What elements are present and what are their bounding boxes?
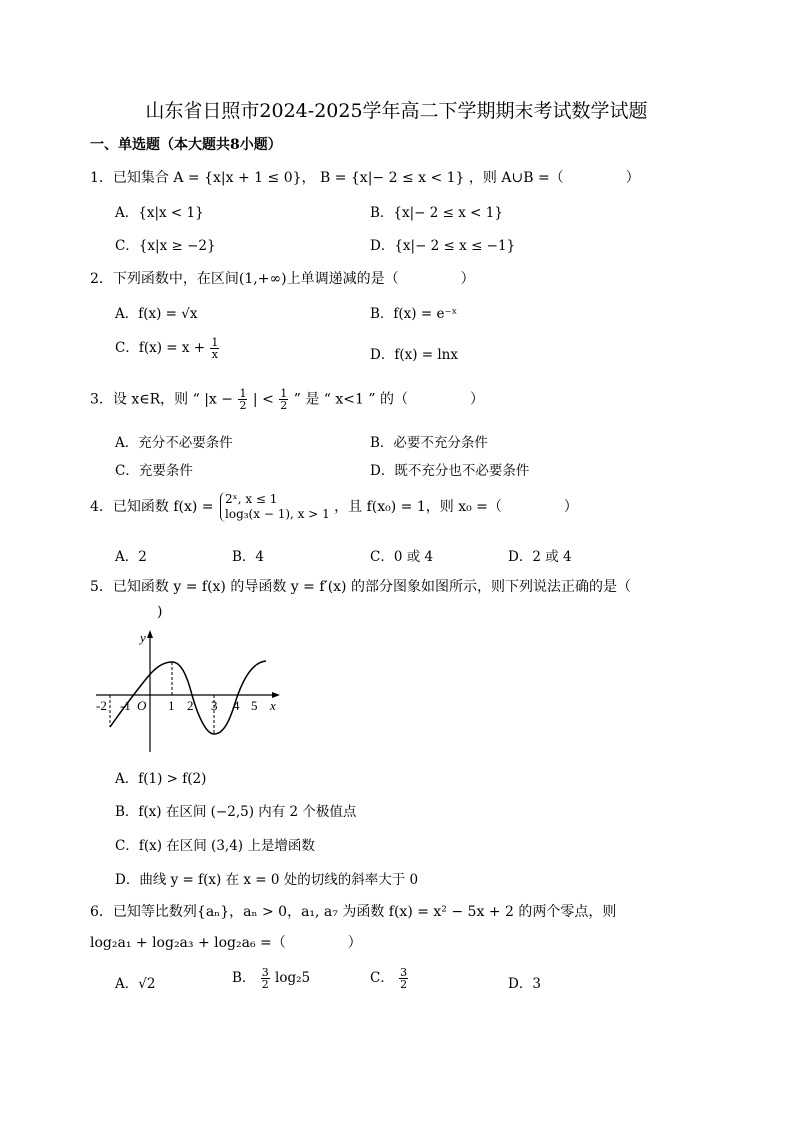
piecewise-cases: 2ˣ, x ≤ 1 log₃(x − 1), x > 1 bbox=[220, 492, 330, 522]
question-3: 3．设 x∈R，则 “ |x − $\frac{1}{2}$ | < $\frac{1}{2}$ ” 是 “ x<1 ” 的（ ） bbox=[90, 387, 484, 412]
fraction-three-halves: $\frac{3}{2}$ bbox=[261, 966, 269, 991]
q2-option-d[interactable]: D．f(x) = lnx bbox=[370, 347, 458, 363]
derivative-graph bbox=[90, 628, 290, 758]
q1-option-c[interactable]: C．{x|x ≥ −2} bbox=[115, 238, 216, 254]
q4-option-a[interactable]: A．2 bbox=[115, 549, 147, 565]
q5-option-d[interactable]: D．曲线 y = f(x) 在 x = 0 处的切线的斜率大于 0 bbox=[115, 872, 419, 888]
q6-option-d[interactable]: D．3 bbox=[508, 976, 541, 992]
question-5: 5．已知函数 y = f(x) 的导函数 y = f′(x) 的部分图象如图所示，则下列说法正确的是（ bbox=[90, 579, 631, 595]
fraction-1-over-x: $\frac{1}{x}$ bbox=[211, 336, 219, 361]
q2-option-c[interactable]: C．f(x) = x + $\frac{1}{x}$ bbox=[115, 336, 219, 361]
tick-label: 4 bbox=[233, 698, 240, 713]
q5-option-b[interactable]: B．f(x) 在区间 (−2,5) 内有 2 个极值点 bbox=[115, 804, 357, 820]
section-heading: 一、单选题（本大题共8小题） bbox=[90, 137, 282, 153]
tick-label: -1 bbox=[120, 698, 131, 713]
tick-label: -2 bbox=[96, 698, 107, 713]
question-1: 1．已知集合 A = {x|x + 1 ≤ 0}， B = {x|− 2 ≤ x < 1} ，则 A∪B =（ ） bbox=[90, 170, 640, 186]
q1-option-a[interactable]: A．{x|x < 1} bbox=[115, 205, 204, 221]
fraction-half: $\frac{1}{2}$ bbox=[239, 387, 247, 412]
q6-option-b[interactable]: B． $\frac{3}{2}$ log₂5 bbox=[232, 966, 311, 991]
q6-option-c[interactable]: C． $\frac{3}{2}$ bbox=[370, 966, 408, 991]
q1-option-b[interactable]: B．{x|− 2 ≤ x < 1} bbox=[370, 205, 503, 221]
q6-option-a[interactable]: A．√2 bbox=[115, 976, 156, 992]
tick-label: 3 bbox=[211, 698, 218, 713]
q2-option-b[interactable]: B．f(x) = e⁻ˣ bbox=[370, 306, 458, 322]
question-6: 6．已知等比数列{aₙ}，aₙ > 0，a₁, a₇ 为函数 f(x) = x² − 5x + 2 的两个零点，则 bbox=[90, 904, 617, 920]
q3-option-a[interactable]: A．充分不必要条件 bbox=[115, 435, 233, 451]
set-a: A = {x|x + 1 ≤ 0} bbox=[173, 170, 302, 186]
tick-label: 1 bbox=[168, 698, 175, 713]
q1-option-d[interactable]: D．{x|− 2 ≤ x ≤ −1} bbox=[370, 238, 516, 254]
question-4: 4．已知函数 f(x) = 2ˣ, x ≤ 1 log₃(x − 1), x > 1 ，且 f(x₀) = 1，则 x₀ =（ ） bbox=[90, 492, 578, 521]
question-6-expression: log₂a₁ + log₂a₃ + log₂a₆ =（ ） bbox=[90, 935, 362, 951]
x-axis-label: x bbox=[270, 698, 276, 713]
q2-option-a[interactable]: A．f(x) = √x bbox=[115, 306, 198, 322]
q3-option-d[interactable]: D．既不充分也不必要条件 bbox=[370, 463, 530, 479]
fraction-half: $\frac{1}{2}$ bbox=[280, 387, 288, 412]
question-5-close: ) bbox=[157, 604, 163, 620]
tick-label: 5 bbox=[251, 698, 258, 713]
fraction-three-halves: $\frac{3}{2}$ bbox=[400, 966, 408, 991]
origin-label: O bbox=[137, 698, 147, 713]
y-axis-label: y bbox=[140, 630, 146, 645]
q3-option-c[interactable]: C．充要条件 bbox=[115, 463, 193, 479]
q3-option-b[interactable]: B．必要不充分条件 bbox=[370, 435, 488, 451]
q4-option-c[interactable]: C．0 或 4 bbox=[370, 549, 434, 565]
q4-option-d[interactable]: D．2 或 4 bbox=[508, 549, 572, 565]
question-2: 2．下列函数中，在区间(1,+∞)上单调递减的是（ ） bbox=[90, 271, 475, 287]
q4-option-b[interactable]: B．4 bbox=[232, 549, 265, 565]
exam-title: 山东省日照市2024-2025学年高二下学期期末考试数学试题 bbox=[145, 100, 648, 122]
tick-label: 2 bbox=[187, 698, 194, 713]
set-b: B = {x|− 2 ≤ x < 1} bbox=[319, 170, 465, 186]
q5-option-a[interactable]: A．f(1) > f(2) bbox=[115, 771, 207, 787]
q5-option-c[interactable]: C．f(x) 在区间 (3,4) 上是增函数 bbox=[115, 838, 315, 854]
